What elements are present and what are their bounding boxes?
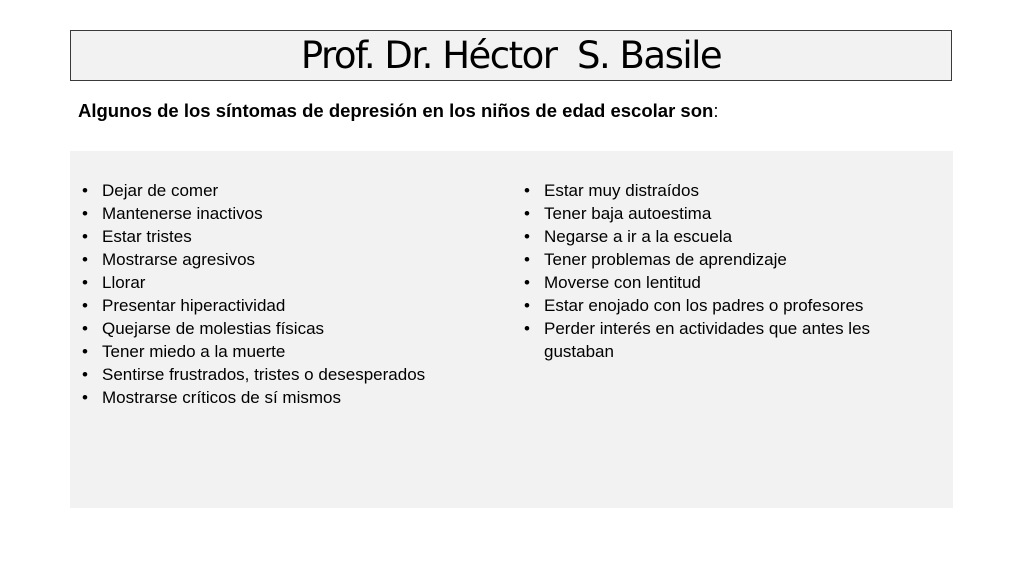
list-item bbox=[78, 202, 498, 225]
list-item bbox=[520, 294, 930, 317]
list-item bbox=[78, 225, 498, 248]
bullet-icon: • bbox=[524, 181, 530, 200]
list-item bbox=[78, 248, 498, 271]
bullet-icon: • bbox=[82, 365, 88, 384]
list-item bbox=[78, 317, 498, 340]
list-item bbox=[520, 179, 930, 202]
list-item bbox=[520, 202, 930, 225]
bullet-icon: • bbox=[524, 250, 530, 269]
subtitle bbox=[78, 100, 718, 122]
bullet-icon: • bbox=[82, 181, 88, 200]
bullet-icon: • bbox=[524, 296, 530, 315]
bullet-icon: • bbox=[82, 342, 88, 361]
list-item-text: Moverse con lentitud bbox=[544, 273, 701, 292]
bullet-icon: • bbox=[524, 319, 530, 338]
list-item-text: Tener miedo a la muerte bbox=[102, 342, 286, 361]
list-item-text: Mantenerse inactivos bbox=[102, 204, 263, 223]
list-item-text: Estar tristes bbox=[102, 227, 192, 246]
list-item bbox=[520, 317, 930, 363]
bullet-icon: • bbox=[82, 273, 88, 292]
list-item-text: Quejarse de molestias físicas bbox=[102, 319, 325, 338]
bullet-icon: • bbox=[82, 319, 88, 338]
subtitle-colon: : bbox=[713, 100, 719, 121]
bullet-icon: • bbox=[82, 204, 88, 223]
symptom-list-right bbox=[520, 179, 930, 363]
list-item bbox=[78, 363, 498, 386]
list-item-text: Presentar hiperactividad bbox=[102, 296, 286, 315]
symptom-list-left bbox=[78, 179, 498, 409]
subtitle-text: Algunos de los síntomas de depresión en los niños de edad escolar son bbox=[78, 100, 714, 121]
content-box bbox=[70, 151, 953, 508]
list-item-text: Tener problemas de aprendizaje bbox=[544, 250, 787, 269]
list-item-text: Mostrarse críticos de sí mismos bbox=[102, 388, 341, 407]
slide-title: Prof. Dr. Héctor S. Basile bbox=[300, 34, 722, 77]
list-item bbox=[520, 248, 930, 271]
list-item-text: Dejar de comer bbox=[102, 181, 219, 200]
list-item-text: Negarse a ir a la escuela bbox=[544, 227, 733, 246]
list-item-text: Tener baja autoestima bbox=[544, 204, 712, 223]
list-item-text: Estar enojado con los padres o profesores bbox=[544, 296, 864, 315]
list-item-text: Mostrarse agresivos bbox=[102, 250, 256, 269]
bullet-icon: • bbox=[524, 204, 530, 223]
bullet-icon: • bbox=[524, 227, 530, 246]
list-item bbox=[78, 294, 498, 317]
list-item bbox=[78, 179, 498, 202]
list-item bbox=[78, 386, 498, 409]
list-item bbox=[78, 271, 498, 294]
list-item bbox=[520, 225, 930, 248]
bullet-icon: • bbox=[82, 227, 88, 246]
list-item bbox=[520, 271, 930, 294]
list-item-text: Sentirse frustrados, tristes o desesperados bbox=[102, 365, 426, 384]
bullet-icon: • bbox=[82, 250, 88, 269]
bullet-icon: • bbox=[82, 388, 88, 407]
list-item-text: Estar muy distraídos bbox=[544, 181, 699, 200]
list-item-text: Perder interés en actividades que antes les gustaban bbox=[544, 319, 871, 361]
list-item-text: Llorar bbox=[102, 273, 146, 292]
title-box bbox=[70, 30, 952, 81]
bullet-icon: • bbox=[524, 273, 530, 292]
list-item bbox=[78, 340, 498, 363]
bullet-icon: • bbox=[82, 296, 88, 315]
